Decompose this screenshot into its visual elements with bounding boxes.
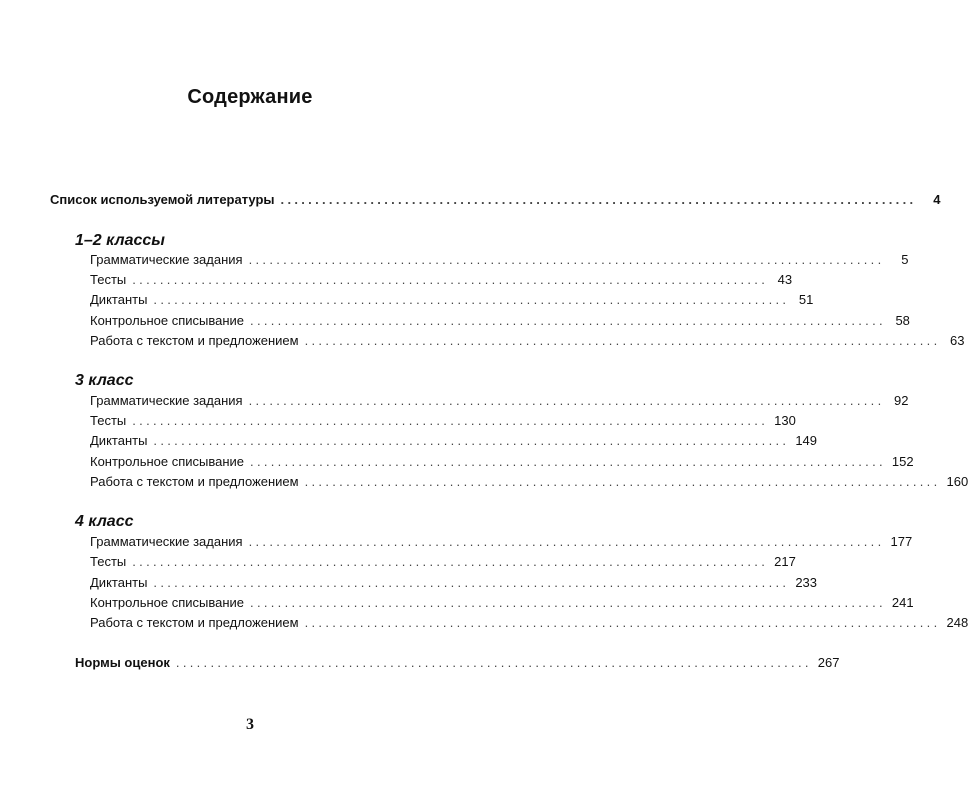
toc-entry-page: 149 — [795, 433, 818, 448]
leader-dots: ............................................................................................ — [250, 595, 886, 610]
toc-entry-literature — [50, 192, 941, 208]
toc-entry — [90, 433, 818, 449]
leader-dots: ............................................................................................ — [304, 333, 941, 348]
leader-dots: ............................................................................................ — [280, 192, 917, 207]
leader-dots: ............................................................................................ — [304, 474, 941, 489]
leader-dots: ............................................................................................ — [153, 575, 790, 590]
toc-entry-page: 130 — [774, 413, 796, 428]
leader-dots: ............................................................................................ — [248, 393, 885, 408]
leader-dots: ............................................................................................ — [248, 252, 885, 267]
toc-entry-label: Диктанты — [90, 433, 148, 448]
toc-entry-label: Тесты — [90, 413, 127, 428]
toc-entry-label: Тесты — [90, 272, 127, 287]
leader-dots: ............................................................................................ — [250, 454, 886, 469]
toc-entry-label: Грамматические задания — [90, 534, 243, 549]
section-heading-4: 4 класс — [75, 513, 134, 530]
leader-dots: ............................................................................................ — [248, 534, 885, 549]
toc-entry-page: 160 — [946, 474, 968, 489]
toc-entry-page: 43 — [777, 272, 793, 287]
toc-entry — [90, 413, 796, 429]
section-heading-3: 3 класс — [75, 372, 134, 389]
toc-entry — [90, 534, 913, 550]
toc-entry-page: 4 — [933, 192, 941, 207]
toc-entry-norms — [75, 655, 840, 671]
toc-entry — [90, 252, 909, 268]
toc-entry — [90, 595, 914, 611]
toc-entry-page: 248 — [946, 615, 968, 630]
toc-entry-label: Тесты — [90, 554, 127, 569]
toc-entry-page: 58 — [895, 313, 910, 328]
leader-dots: ............................................................................................ — [153, 433, 790, 448]
leader-dots: ............................................................................................ — [250, 313, 886, 328]
toc-entry — [90, 454, 914, 470]
toc-entry-label: Работа с текстом и предложением — [90, 474, 299, 489]
page-title: Содержание — [187, 86, 313, 108]
leader-dots: ............................................................................................ — [132, 554, 769, 569]
toc-entry-label: Диктанты — [90, 575, 148, 590]
toc-entry-page: 217 — [774, 554, 796, 569]
leader-dots: ............................................................................................ — [304, 615, 941, 630]
page-number: 3 — [246, 716, 254, 733]
toc-entry-label: Контрольное списывание — [90, 454, 245, 469]
toc-entry-page: 51 — [798, 292, 814, 307]
toc-entry — [90, 292, 814, 308]
toc-entry-label: Нормы оценок — [75, 655, 170, 670]
toc-entry — [90, 393, 909, 409]
toc-entry-page: 63 — [950, 333, 965, 348]
toc-entry-page: 177 — [890, 534, 913, 549]
toc-entry-label: Грамматические задания — [90, 393, 243, 408]
toc-entry-page: 241 — [891, 595, 914, 610]
toc-entry-page: 233 — [795, 575, 818, 590]
toc-entry-label: Работа с текстом и предложением — [90, 615, 299, 630]
toc-entry — [90, 615, 968, 631]
toc-entry-page: 92 — [894, 393, 909, 408]
section-heading-1-2: 1–2 классы — [75, 232, 165, 249]
leader-dots: ............................................................................................ — [132, 413, 769, 428]
toc-entry — [90, 272, 793, 288]
toc-entry — [90, 313, 910, 329]
toc-entry-label: Грамматические задания — [90, 252, 243, 267]
leader-dots: ............................................................................................ — [132, 272, 769, 287]
toc-entry-page: 267 — [817, 655, 840, 670]
toc-entry — [90, 575, 818, 591]
toc-entry-page: 152 — [891, 454, 914, 469]
toc-entry-label: Список используемой литературы — [50, 192, 275, 207]
toc-entry — [90, 474, 968, 490]
toc-entry-label: Работа с текстом и предложением — [90, 333, 299, 348]
toc-entry-label: Контрольное списывание — [90, 595, 245, 610]
toc-entry-label: Контрольное списывание — [90, 313, 245, 328]
toc-entry — [90, 333, 965, 349]
leader-dots: ............................................................................................ — [153, 292, 790, 307]
leader-dots: ............................................................................................ — [175, 655, 812, 670]
toc-entry-page: 5 — [901, 252, 909, 267]
toc-entry-label: Диктанты — [90, 292, 148, 307]
toc-entry — [90, 554, 796, 570]
